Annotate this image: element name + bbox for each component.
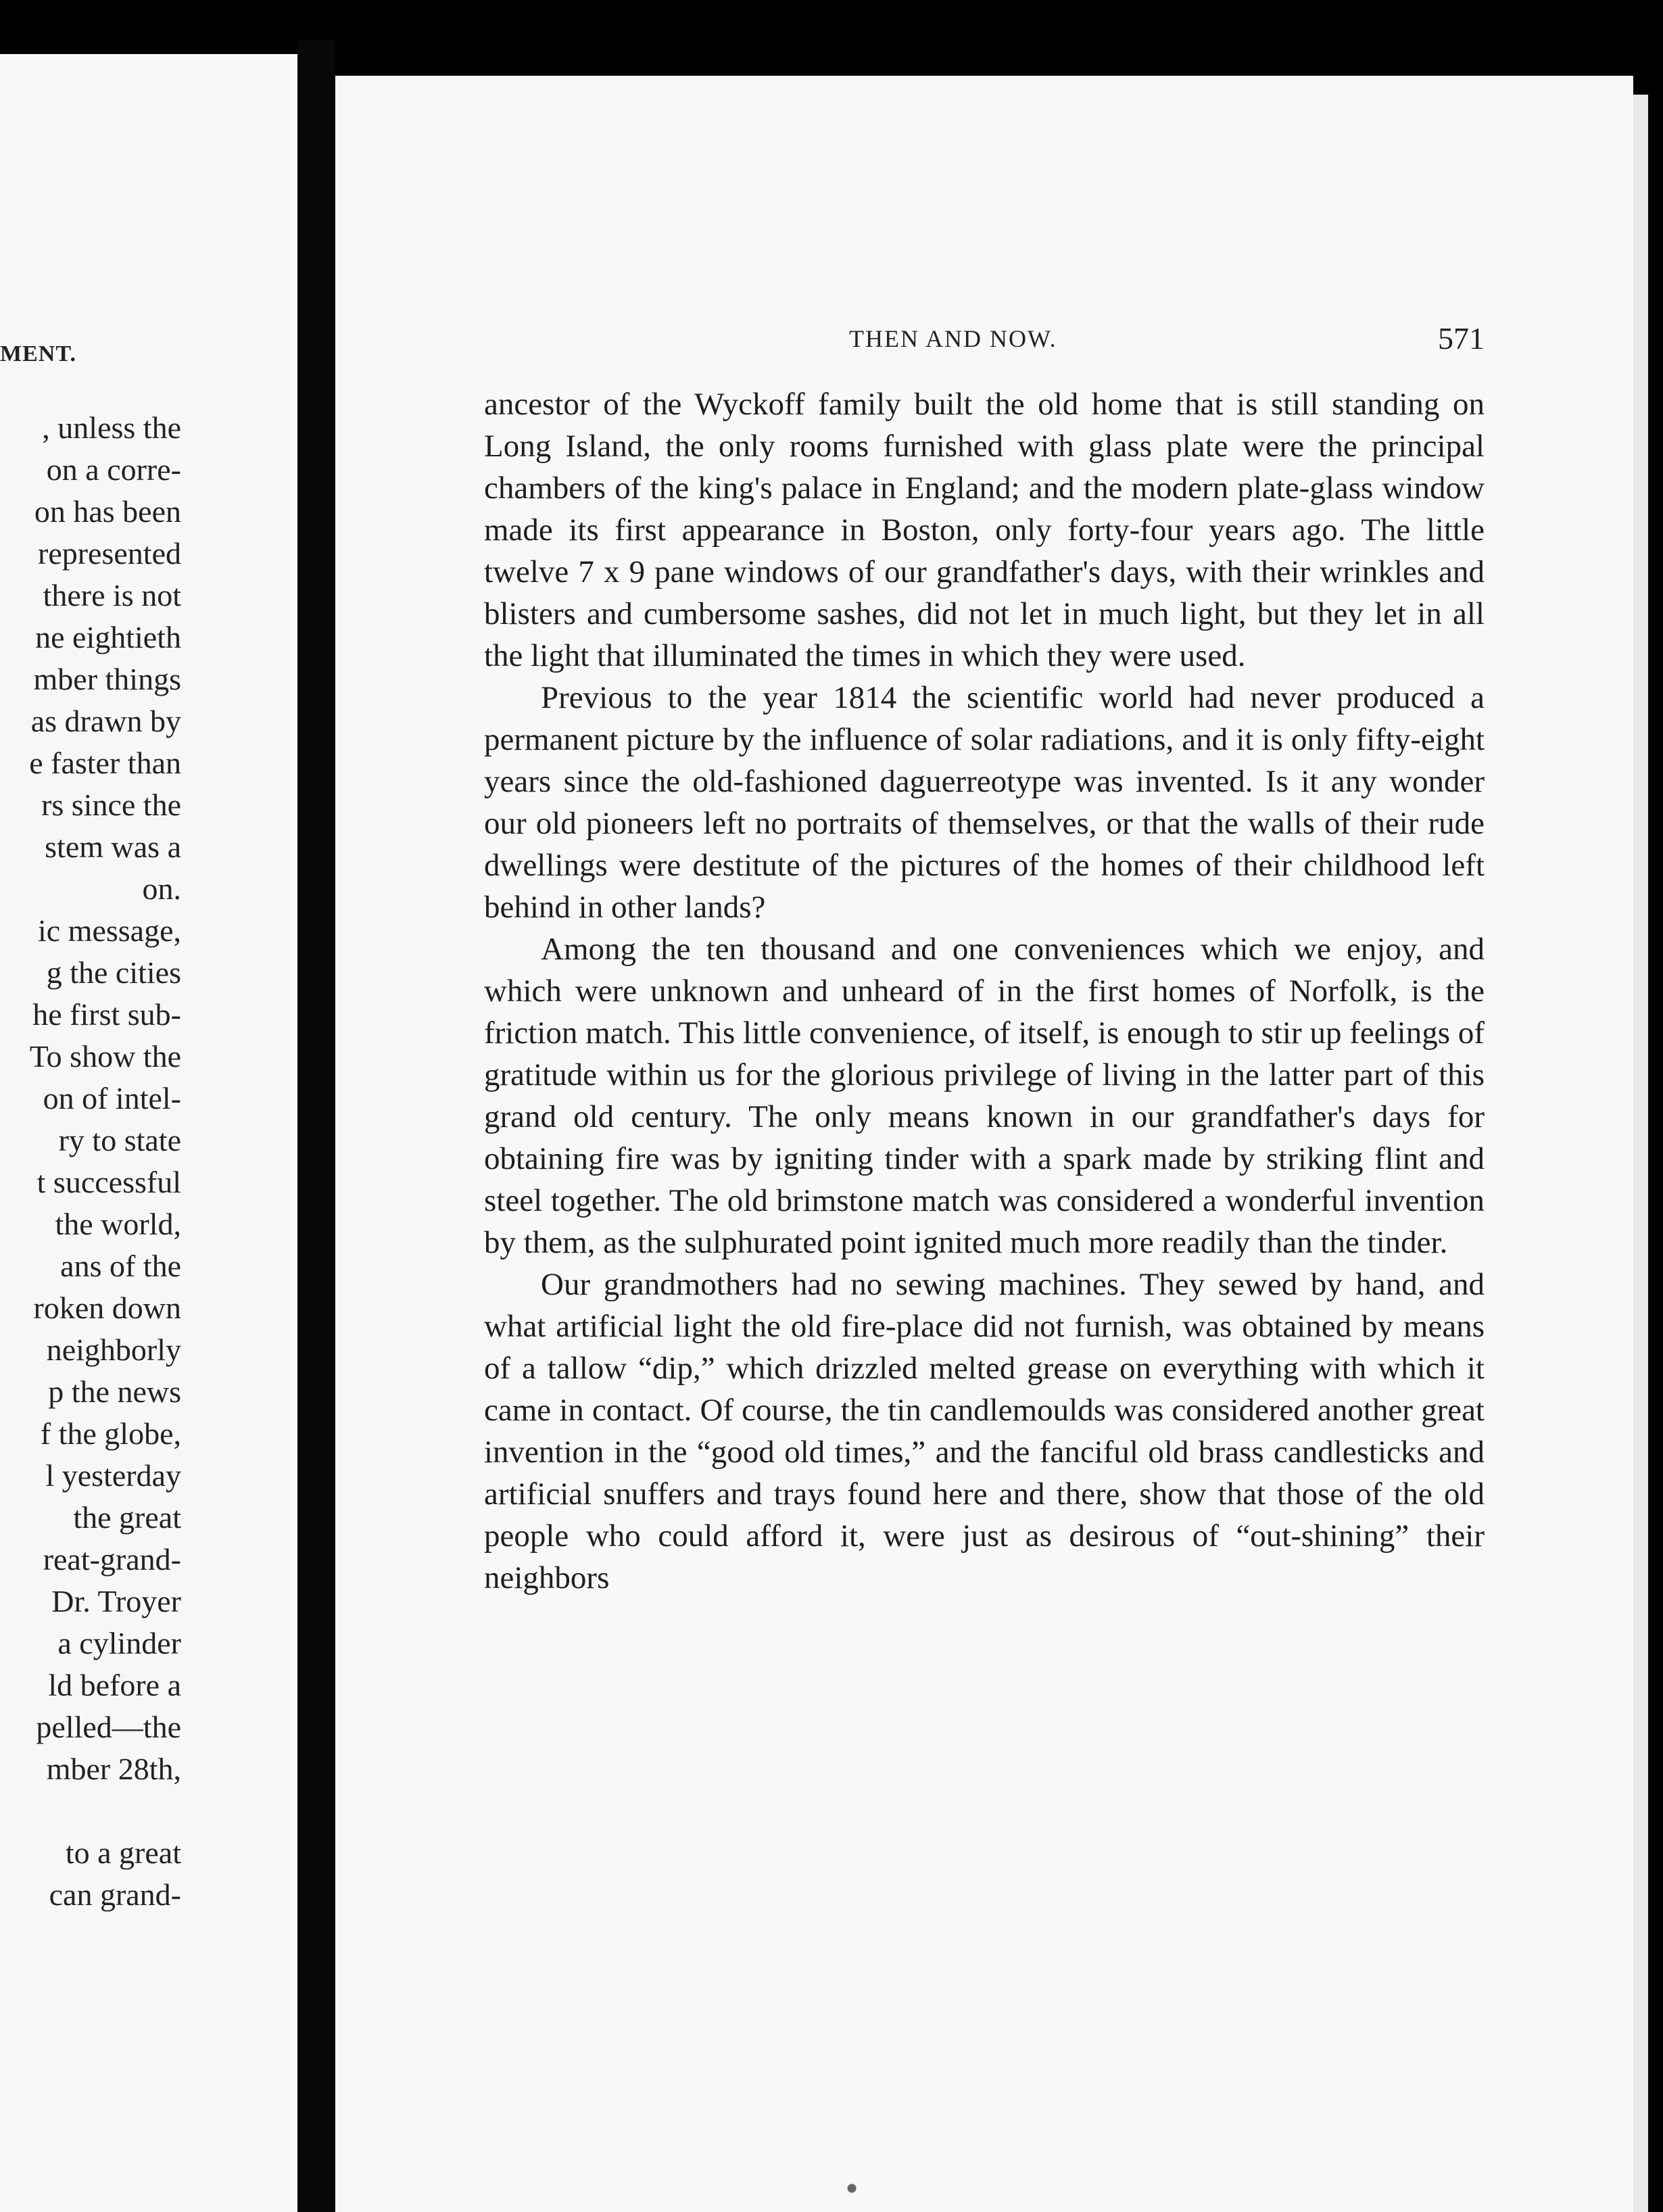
left-line: there is not: [43, 578, 181, 612]
left-line: roken down: [33, 1291, 181, 1325]
left-line: f the globe,: [40, 1416, 181, 1451]
left-line: ld before a: [48, 1668, 181, 1702]
left-line: To show the: [29, 1039, 181, 1074]
left-line: stem was a: [45, 830, 181, 864]
left-line: Dr. Troyer: [51, 1584, 181, 1618]
left-page: [0, 54, 297, 2212]
left-line: t successful: [37, 1165, 181, 1199]
left-line: mber things: [33, 662, 181, 696]
left-line: mber 28th,: [46, 1752, 181, 1786]
paragraph: Among the ten thousand and one conveniences which we enjoy, and which were unknown and unheard of in the first homes of Norfolk, is the friction match. This little convenience, of itself, is enough to stir up feelings of gratitude within us for the glorious privilege of living in the latter part of this grand old century. The only means known in our grandfather's days for obtaining fire was by igniting tinder with a spark made by striking flint and steel together. The old brimstone match was considered a wonderful invention by them, as the sulphurated point ignited much more readily than the tinder.: [484, 932, 1485, 1260]
book-gutter: [297, 41, 335, 2212]
scan-speck: [825, 2178, 879, 2198]
page-edge: [1633, 95, 1648, 2212]
left-line: ry to state: [58, 1123, 181, 1157]
left-line: , unless the: [42, 410, 181, 445]
left-line: as drawn by: [30, 704, 181, 738]
left-line: the world,: [55, 1207, 181, 1241]
left-line: rs since the: [41, 788, 181, 822]
left-line: reat-grand-: [43, 1542, 181, 1577]
body-text: [484, 383, 1485, 1599]
left-line: ans of the: [60, 1249, 181, 1283]
running-head: THEN AND NOW.: [849, 325, 1057, 352]
left-line: on a corre-: [46, 452, 181, 487]
left-line: pelled—the: [36, 1710, 181, 1744]
left-line: e faster than: [29, 746, 181, 780]
left-line: represented: [38, 536, 181, 571]
left-page-running-head: MENT.: [0, 341, 76, 366]
left-line: to a great: [65, 1835, 181, 1870]
left-line: can grand-: [49, 1877, 181, 1912]
left-line: on of intel-: [43, 1081, 181, 1115]
left-line: on.: [142, 871, 181, 906]
left-line: he first sub-: [32, 997, 181, 1032]
left-page-text: [0, 407, 181, 1916]
paragraph: Our grandmothers had no sewing machines. They sewed by hand, and what artificial light the old fire-place did not furnish, was obtained by means of a tallow “dip,” which drizzled melted grease on everything with which it came in contact. Of course, the tin candlemoulds was considered another great invention in the “good old times,” and the fanciful old brass candlesticks and artificial snuffers and trays found here and there, show that those of the old people who could afford it, were just as desirous of “out-shining” their neighbors: [484, 1267, 1485, 1595]
left-line: g the cities: [46, 955, 181, 990]
left-line: p the news: [48, 1374, 181, 1409]
left-line: ic message,: [37, 913, 181, 948]
paragraph: ancestor of the Wyckoff family built the old home that is still standing on Long Island, the only rooms furnished with glass plate were the principal chambers of the king's palace in England; and the modern plate-glass window made its first appearance in Boston, only forty-four years ago. The little twelve 7 x 9 pane windows of our grandfather's days, with their wrinkles and blisters and cumbersome sashes, did not let in much light, but they let in all the light that illuminated the times in which they were used.: [484, 387, 1485, 673]
paragraph: Previous to the year 1814 the scientific world had never produced a permanent picture by the influence of solar radiations, and it is only fifty-eight years since the old-fashioned daguerreotype was invented. Is it any wonder our old pioneers left no portraits of themselves, or that the walls of their rude dwellings were destitute of the pictures of the homes of their childhood left behind in other lands?: [484, 680, 1485, 925]
right-page: [335, 76, 1633, 2212]
left-line: a cylinder: [57, 1626, 181, 1660]
left-line: neighborly: [46, 1332, 181, 1367]
left-line: l yesterday: [45, 1458, 181, 1493]
left-line-gap: [0, 1790, 181, 1832]
page-number: 571: [1438, 321, 1485, 356]
left-line: on has been: [34, 494, 181, 529]
left-line: ne eightieth: [35, 620, 181, 654]
left-line: the great: [73, 1500, 181, 1535]
